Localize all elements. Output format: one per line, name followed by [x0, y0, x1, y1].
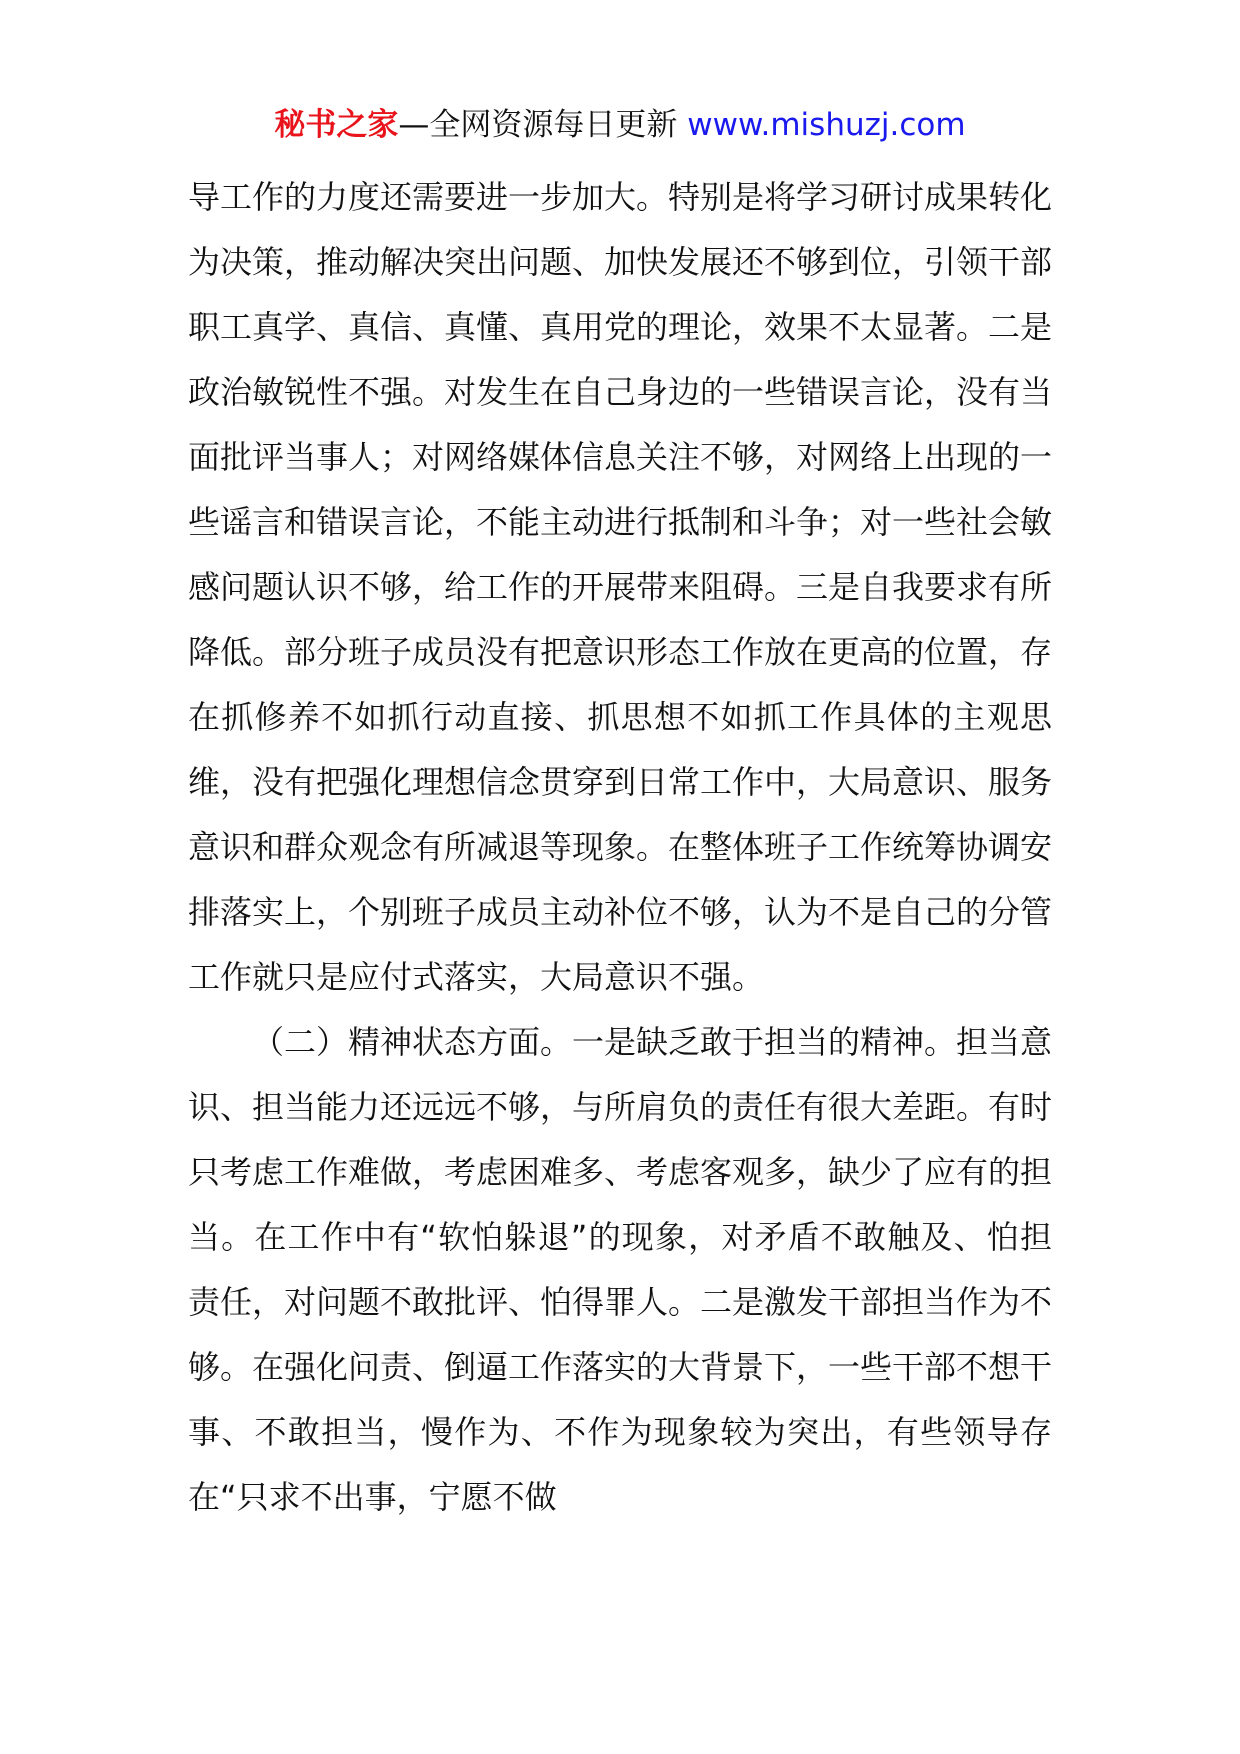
section-paragraph-spirit: （二）精神状态方面。一是缺乏敢于担当的精神。担当意识、担当能力还远远不够，与所肩负的责任有很大差距。有时只考虑工作难做，考虑困难多、考虑客观多，缺少了应有的担当。在工作中有“软怕躲退”的现象，对矛盾不敢触及、怕担责任，对问题不敢批评、怕得罪人。二是激发干部担当作为不够。在强化问责、倒逼工作落实的大背景下，一些干部不想干事、不敢担当，慢作为、不作为现象较为突出，有些领导存在“只求不出事，宁愿不做: [188, 1023, 1053, 1516]
document-body: [188, 165, 1052, 1530]
watermark-header: [0, 100, 1240, 150]
body-paragraph: 导工作的力度还需要进一步加大。特别是将学习研讨成果转化为决策，推动解决突出问题、加快发展还不够到位，引领干部职工真学、真信、真懂、真用党的理论，效果不太显著。二是政治敏锐性不强。对发生在自己身边的一些错误言论，没有当面批评当事人；对网络媒体信息关注不够，对网络上出现的一些谣言和错误言论，不能主动进行抵制和斗争；对一些社会敏感问题认识不够，给工作的开展带来阻碍。三是自我要求有所降低。部分班子成员没有把意识形态工作放在更高的位置，存在抓修养不如抓行动直接、抓思想不如抓工作具体的主观思维，没有把强化理想信念贯穿到日常工作中，大局意识、服务意识和群众观念有所减退等现象。在整体班子工作统筹协调安排落实上，个别班子成员主动补位不够，认为不是自己的分管工作就只是应付式落实，大局意识不强。: [188, 178, 1053, 996]
brand-name: 秘书之家: [274, 107, 399, 143]
header-tagline: —全网资源每日更新: [398, 107, 688, 143]
site-url-link[interactable]: www.mishuzj.com: [687, 107, 966, 143]
